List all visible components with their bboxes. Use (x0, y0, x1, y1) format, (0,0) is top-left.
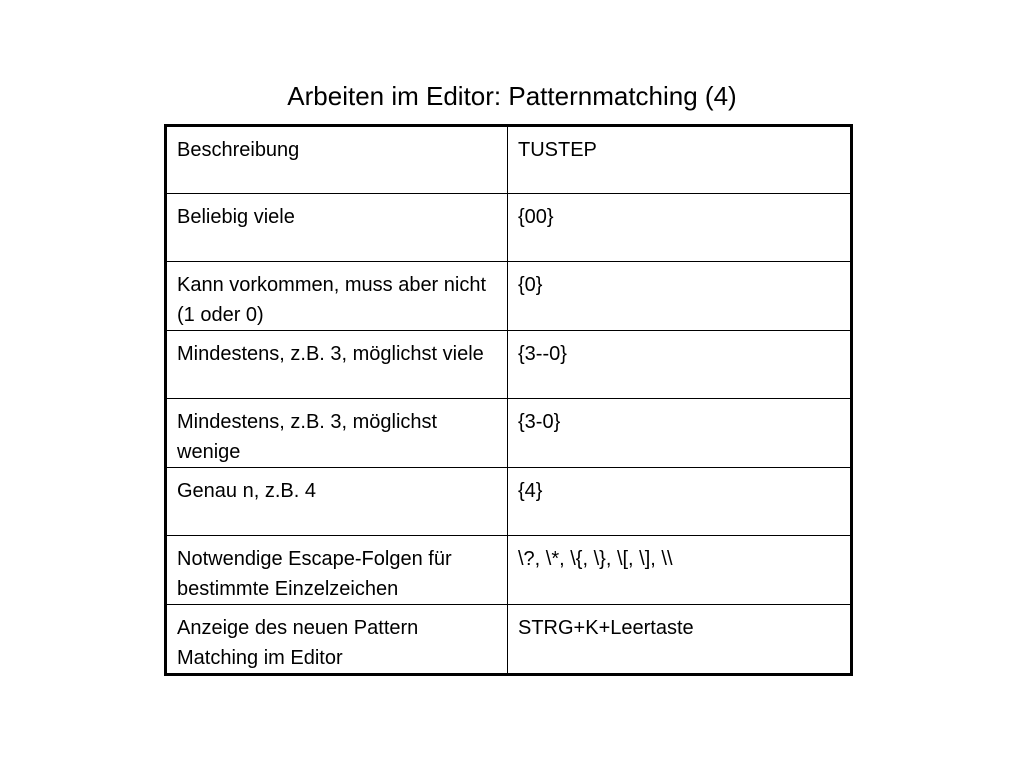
table-header-row (166, 126, 852, 194)
cell-beschreibung: Anzeige des neuen Pattern Matching im Editor (166, 605, 508, 675)
table-row (166, 331, 852, 399)
table-row (166, 605, 852, 675)
cell-beschreibung: Mindestens, z.B. 3, möglichst viele (166, 331, 508, 399)
cell-tustep: {3--0} (508, 331, 852, 399)
table-row (166, 262, 852, 331)
cell-tustep: {0} (508, 262, 852, 331)
header-tustep: TUSTEP (508, 126, 852, 194)
header-beschreibung: Beschreibung (166, 126, 508, 194)
cell-beschreibung: Kann vorkommen, muss aber nicht (1 oder 0) (166, 262, 508, 331)
table-row (166, 399, 852, 468)
cell-beschreibung: Genau n, z.B. 4 (166, 468, 508, 536)
cell-beschreibung: Beliebig viele (166, 194, 508, 262)
table-row (166, 536, 852, 605)
cell-beschreibung: Mindestens, z.B. 3, möglichst wenige (166, 399, 508, 468)
pattern-table (164, 124, 853, 676)
table-row (166, 194, 852, 262)
slide-title: Arbeiten im Editor: Patternmatching (4) (287, 81, 737, 111)
cell-tustep: STRG+K+Leertaste (508, 605, 852, 675)
cell-tustep: {3-0} (508, 399, 852, 468)
cell-tustep: {00} (508, 194, 852, 262)
table-row (166, 468, 852, 536)
cell-tustep: \?, \*, \{, \}, \[, \], \\ (508, 536, 852, 605)
cell-tustep: {4} (508, 468, 852, 536)
cell-beschreibung: Notwendige Escape-Folgen für bestimmte Einzelzeichen (166, 536, 508, 605)
